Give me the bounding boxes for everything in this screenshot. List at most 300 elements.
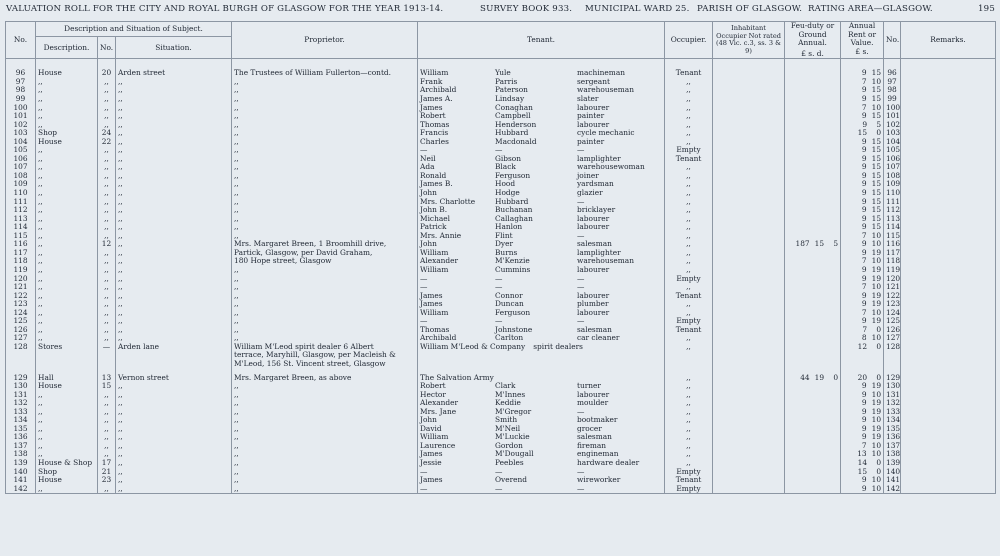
row-inhabitant [713,223,785,232]
row-feuduty [785,129,841,138]
tenant-first-name: William [420,433,449,442]
row-description: ,, [36,198,98,207]
col-inhabitant: Inhabitant Occupier Not rated (48 Vic. c.3, ss. 3 & 9) [713,22,785,59]
row-occupier: ,, [665,442,713,451]
row-description: ,, [36,112,98,121]
row-rent [841,104,884,113]
row-rent [841,351,884,360]
row-remarks [901,485,996,494]
row-no-right: 126 [884,326,901,335]
row-rent [841,215,884,224]
row-description: ,, [36,249,98,258]
row-proprietor: ,, [232,112,418,121]
tenant-surname: Peebles [495,458,524,467]
row-rent [841,146,884,155]
row-no [6,351,36,360]
rent-s: 19 [871,382,882,391]
row-remarks [901,146,996,155]
tenant-occupation: labourer [577,390,610,399]
table-row [6,468,996,477]
row-occupier: ,, [665,95,713,104]
row-rent [841,172,884,181]
table-row [6,485,996,494]
rent-l: 9 [861,248,867,257]
tenant-occupation: — [577,283,585,292]
row-feuduty [785,95,841,104]
row-feuduty [785,425,841,434]
col-remarks: Remarks. [901,22,996,59]
row-no-right: 106 [884,155,901,164]
tenant-surname: Lindsay [495,95,525,104]
col-feuduty-units: £ s. d. [801,48,824,58]
row-street-no: ,, [98,112,116,121]
rent-l: 20 [857,373,868,382]
row-rent [841,391,884,400]
roll-title: VALUATION ROLL FOR THE CITY AND ROYAL BURGH OF GLASGOW FOR THE YEAR 1913-14. [6,4,444,14]
row-situation: ,, [116,459,232,468]
row-inhabitant [713,360,785,369]
row-no-right: 132 [884,399,901,408]
table-row [6,300,996,309]
rent-l: 7 [862,325,868,334]
row-occupier: ,, [665,433,713,442]
col-description: Description. [36,37,98,59]
row-feuduty [785,485,841,494]
row-situation: Arden lane [116,343,232,352]
row-street-no: ,, [98,485,116,494]
tenant-first-name: Laurence [420,441,456,450]
row-feuduty [785,326,841,335]
row-situation: ,, [116,391,232,400]
row-inhabitant [713,485,785,494]
row-feuduty [785,104,841,113]
row-rent [841,450,884,459]
row-tenant [418,163,665,172]
row-street-no: ,, [98,86,116,95]
row-situation: ,, [116,163,232,172]
row-feuduty [785,198,841,207]
row-tenant [418,391,665,400]
rent-l: 7 [861,308,867,317]
rent-s: 10 [871,450,882,459]
feuduty-d: 5 [833,240,839,249]
row-no-right: 102 [884,121,901,130]
rent-l: 15 [857,129,868,138]
row-inhabitant [713,78,785,87]
row-street-no [98,351,116,360]
row-remarks [901,232,996,241]
row-proprietor: ,, [232,223,418,232]
table-row [6,343,996,352]
row-remarks [901,399,996,408]
tenant-surname: Callaghan [495,214,533,223]
row-street-no: ,, [98,215,116,224]
row-inhabitant [713,155,785,164]
rent-l: 9 [861,95,867,104]
tenant-occupation: lamplighter [577,154,621,163]
row-tenant [418,189,665,198]
row-situation: ,, [116,138,232,147]
row-situation: ,, [116,129,232,138]
row-description: House [36,138,98,147]
row-description [36,351,98,360]
row-occupier: ,, [665,309,713,318]
row-street-no: 13 [98,374,116,383]
tenant-surname: Campbell [495,112,531,121]
rent-s: 10 [871,334,882,343]
rent-l: 7 [861,231,867,240]
row-occupier: ,, [665,78,713,87]
row-situation: ,, [116,240,232,249]
row-inhabitant [713,292,785,301]
row-inhabitant [713,257,785,266]
row-proprietor: ,, [232,433,418,442]
row-no-right: 109 [884,180,901,189]
rent-l: 9 [861,163,867,172]
row-tenant [418,95,665,104]
row-situation: ,, [116,95,232,104]
tenant-first-name: John [420,240,437,249]
tenant-occupation: bootmaker [577,416,618,425]
row-occupier: ,, [665,334,713,343]
rent-s: 19 [871,424,882,433]
tenant-occupation: warehouseman [577,86,634,95]
row-inhabitant [713,391,785,400]
rent-l: 9 [861,274,867,283]
row-street-no: ,, [98,283,116,292]
row-inhabitant [713,104,785,113]
row-feuduty [785,138,841,147]
row-remarks [901,283,996,292]
row-no-right: 124 [884,309,901,318]
rent-s: 10 [871,476,882,485]
tenant-occupation: — [577,317,585,326]
table-row [6,317,996,326]
tenant-first-name: Robert [420,382,446,391]
row-no-right: 122 [884,292,901,301]
row-no: 112 [6,206,36,215]
col-no: No. [6,22,36,59]
row-proprietor: ,, [232,416,418,425]
row-inhabitant [713,189,785,198]
row-occupier: Empty [665,317,713,326]
row-tenant [418,266,665,275]
row-proprietor: ,, [232,300,418,309]
row-no-right: 139 [884,459,901,468]
row-occupier: Tenant [665,69,713,78]
row-remarks [901,360,996,369]
tenant-surname: Gordon [495,441,523,450]
row-remarks [901,442,996,451]
tenant-occupation: labourer [577,308,610,317]
row-rent [841,266,884,275]
row-remarks [901,172,996,181]
row-description: House & Shop [36,459,98,468]
rent-s: 19 [871,248,882,257]
table-row [6,257,996,266]
tenant-surname: Ferguson [495,308,531,317]
row-occupier: ,, [665,391,713,400]
row-proprietor: ,, [232,129,418,138]
row-situation: ,, [116,309,232,318]
row-description: Stores [36,343,98,352]
tenant-first-name: John [420,416,437,425]
tenant-occupation: lamplighter [577,248,621,257]
row-remarks [901,215,996,224]
rent-l: 9 [861,317,867,326]
row-tenant [418,317,665,326]
table-row [6,189,996,198]
row-description: ,, [36,283,98,292]
row-remarks [901,292,996,301]
row-street-no: ,, [98,275,116,284]
row-remarks [901,112,996,121]
rent-s: 15 [871,171,882,180]
tenant-first-name: — [420,467,428,476]
rent-l: 9 [861,390,867,399]
col-proprietor: Proprietor. [232,22,418,59]
row-no-right: 104 [884,138,901,147]
row-remarks [901,129,996,138]
row-description: ,, [36,425,98,434]
row-feuduty [785,433,841,442]
row-rent [841,408,884,417]
row-description: ,, [36,78,98,87]
table-row [6,334,996,343]
row-remarks [901,317,996,326]
rent-s: 19 [871,399,882,408]
row-tenant [418,476,665,485]
tenant-first-name: Charles [420,137,449,146]
row-tenant [418,240,665,249]
row-description: House [36,382,98,391]
row-tenant [418,450,665,459]
col-rent: Annual Rent or Value. [848,21,877,48]
rent-l: 9 [861,382,867,391]
rent-s: 15 [871,69,882,78]
row-description: ,, [36,232,98,241]
rent-s: 15 [871,137,882,146]
row-no-right: 112 [884,206,901,215]
row-situation: ,, [116,206,232,215]
row-no-right: 142 [884,485,901,494]
row-occupier: ,, [665,138,713,147]
row-rent [841,326,884,335]
rent-s: 15 [871,197,882,206]
row-street-no: ,, [98,326,116,335]
row-feuduty [785,163,841,172]
tenant-first-name: William M'Leod & Company [420,342,526,351]
tenant-occupation: labourer [577,214,610,223]
tenant-first-name: — [420,146,428,155]
row-no-right: 100 [884,104,901,113]
row-tenant [418,442,665,451]
row-no: 142 [6,485,36,494]
row-no: 102 [6,121,36,130]
row-description: ,, [36,180,98,189]
row-street-no: ,, [98,163,116,172]
rent-l: 15 [857,467,868,476]
row-no: 129 [6,374,36,383]
tenant-first-name: William [420,248,449,257]
rent-l: 9 [861,69,867,78]
rent-l: 7 [861,103,867,112]
row-tenant [418,351,665,360]
row-rent [841,257,884,266]
row-no: 115 [6,232,36,241]
row-situation: ,, [116,334,232,343]
rent-s: 10 [871,103,882,112]
tenant-surname: Connor [495,291,523,300]
rent-l: 9 [861,416,867,425]
row-description: ,, [36,155,98,164]
tenant-occupation: — [577,484,585,493]
tenant-first-name: James [420,300,443,309]
municipal-ward: MUNICIPAL WARD 25. [585,4,690,14]
row-no: 104 [6,138,36,147]
row-rent [841,198,884,207]
tenant-first-name: Michael [420,214,450,223]
row-no-right: 140 [884,468,901,477]
row-rent [841,129,884,138]
table-row [6,450,996,459]
tenant-occupation: slater [577,95,599,104]
tenant-first-name: Neil [420,154,436,163]
row-no-right: 127 [884,334,901,343]
row-occupier: Empty [665,146,713,155]
row-situation: ,, [116,300,232,309]
table-row [6,408,996,417]
row-proprietor: ,, [232,206,418,215]
row-street-no: ,, [98,266,116,275]
row-situation: ,, [116,180,232,189]
tenant-occupation: turner [577,382,601,391]
rent-s: 19 [871,291,882,300]
tenant-first-name: — [420,317,428,326]
row-no: 103 [6,129,36,138]
row-feuduty [785,249,841,258]
row-situation: ,, [116,425,232,434]
tenant-occupation: salesman [577,325,612,334]
row-situation: ,, [116,223,232,232]
row-inhabitant [713,232,785,241]
row-feuduty [785,86,841,95]
tenant-occupation: warehouseman [577,257,634,266]
rent-l: 9 [861,476,867,485]
row-proprietor: ,, [232,95,418,104]
tenant-surname: Conaghan [495,103,533,112]
row-description: ,, [36,223,98,232]
row-inhabitant [713,326,785,335]
table-row [6,292,996,301]
row-inhabitant [713,86,785,95]
row-description: ,, [36,399,98,408]
rent-s: 19 [871,300,882,309]
row-description: ,, [36,163,98,172]
row-street-no: ,, [98,206,116,215]
tenant-surname: Paterson [495,86,528,95]
tenant-surname: M'Innes [495,390,526,399]
tenant-first-name: Mrs. Charlotte [420,197,476,206]
row-remarks [901,382,996,391]
row-no-right: 128 [884,343,901,352]
row-no-right: 97 [884,78,901,87]
tenant-surname: M'Gregor [495,407,532,416]
table-row [6,399,996,408]
tenant-first-name: Robert [420,112,446,121]
rent-s: 15 [871,154,882,163]
rent-s: 15 [871,112,882,121]
row-tenant [418,146,665,155]
tenant-first-name: Frank [420,77,443,86]
rent-l: 9 [861,407,867,416]
row-inhabitant [713,408,785,417]
row-street-no: ,, [98,172,116,181]
row-situation: ,, [116,232,232,241]
row-occupier: ,, [665,343,713,352]
row-proprietor: ,, [232,399,418,408]
row-proprietor: ,, [232,232,418,241]
rent-s: 10 [871,416,882,425]
row-situation: ,, [116,266,232,275]
rent-l: 8 [861,334,867,343]
tenant-surname: Cummins [495,265,531,274]
row-proprietor: ,, [232,450,418,459]
tenant-occupation: bricklayer [577,206,616,215]
row-street-no: ,, [98,198,116,207]
row-description: ,, [36,433,98,442]
row-tenant [418,374,665,383]
table-row [6,112,996,121]
row-occupier: ,, [665,121,713,130]
row-no: 134 [6,416,36,425]
row-inhabitant [713,343,785,352]
row-no: 136 [6,433,36,442]
table-row [6,155,996,164]
tenant-occupation: sergeant [577,77,610,86]
tenant-surname: Duncan [495,300,524,309]
row-proprietor: ,, [232,275,418,284]
col-situation: Situation. [116,37,232,59]
row-no: 122 [6,292,36,301]
row-inhabitant [713,266,785,275]
row-no-right: 136 [884,433,901,442]
row-rent [841,223,884,232]
row-remarks [901,425,996,434]
row-inhabitant [713,180,785,189]
rent-s: 10 [871,308,882,317]
tenant-occupation: moulder [577,399,609,408]
tenant-occupation: cycle mechanic [577,129,635,138]
row-rent [841,138,884,147]
row-description: ,, [36,104,98,113]
tenant-first-name: Patrick [420,223,447,232]
row-street-no: ,, [98,292,116,301]
row-inhabitant [713,476,785,485]
row-inhabitant [713,283,785,292]
row-feuduty [785,416,841,425]
row-description: ,, [36,215,98,224]
row-inhabitant [713,334,785,343]
row-feuduty [785,240,841,249]
table-row [6,215,996,224]
row-tenant [418,485,665,494]
row-rent [841,442,884,451]
row-situation: ,, [116,198,232,207]
table-row [6,266,996,275]
row-no: 106 [6,155,36,164]
tenant-occupation: machineman [577,69,625,78]
